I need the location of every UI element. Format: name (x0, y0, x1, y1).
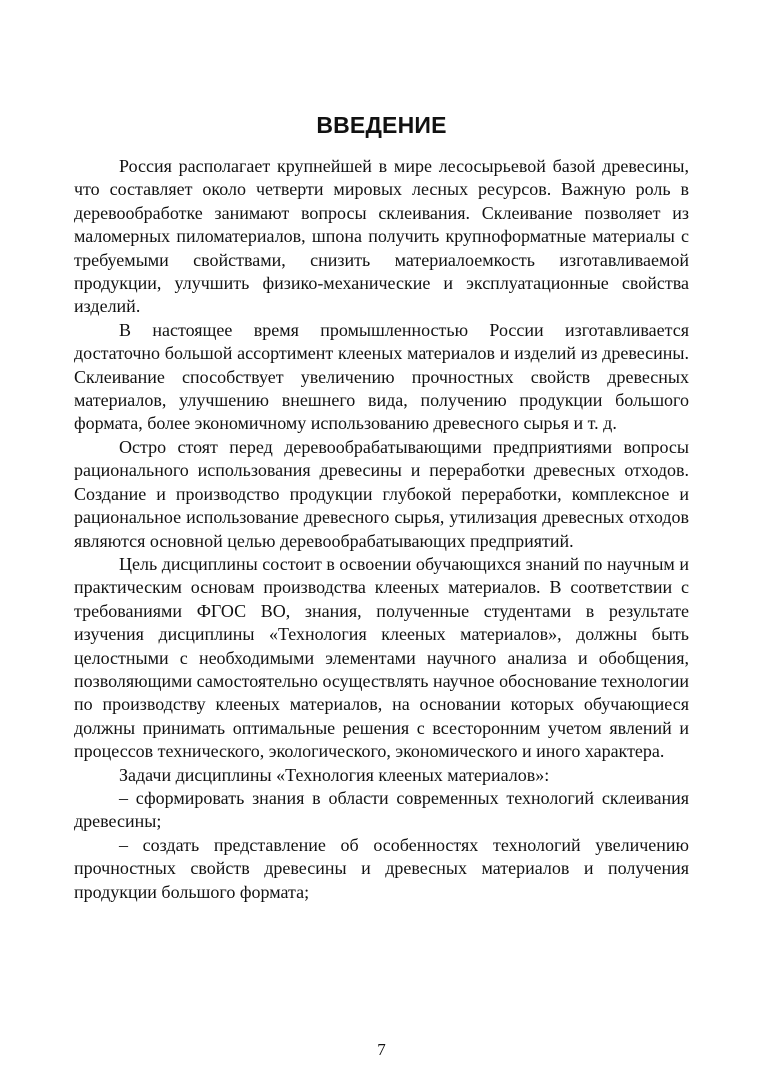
section-heading: ВВЕДЕНИЕ (316, 112, 447, 138)
paragraph-intro-russia: Россия располагает крупнейшей в мире лесосырьевой базой древесины, что составляет около четверти мировых лесных ресурсов. Важную роль в деревообработке занимают вопросы склеивания. Склеивание позволяет из маломерных пиломатериалов, шпона получить крупноформатные материалы с требуемыми свойствами, снизить материалоемкость изготавливаемой продукции, улучшить физико-механические и эксплуатационные свойства изделий. (74, 156, 689, 317)
body-text (74, 155, 689, 904)
paragraph-waste-processing: Остро стоят перед деревообрабатывающими предприятиями вопросы рационального использования древесины и переработки древесных отходов. Создание и производство продукции глубокой переработки, комплексное и рациональное использование древесного сырья, утилизация древесных отходов являются основной целью деревообрабатывающих предприятий. (74, 436, 689, 551)
list-item-task-2: – создать представление об особенностях технологий увеличению прочностных свойств древесины и древесных материалов и получения продукции большого формата; (74, 834, 689, 902)
paragraph-assortment: В настоящее время промышленностью России изготавливается достаточно большой ассортимент клееных материалов и изделий из древесины. Склеивание способствует увеличению прочностных свойств древесных материалов, улучшению внешнего вида, получению продукции большого формата, более экономичному использованию древесного сырья и т. д. (74, 319, 689, 434)
document-page (74, 0, 689, 1079)
list-item-task-1: – сформировать знания в области современных технологий склеивания древесины; (74, 787, 689, 832)
paragraph-discipline-goal: Цель дисциплины состоит в освоении обучающихся знаний по научным и практическим основам производства клееных материалов. В соответствии с требованиями ФГОС ВО, знания, полученные студентами в результате изучения дисциплины «Технология клееных материалов», должны быть целостными с необходимыми элементами научного анализа и обобщения, позволяющими самостоятельно осуществлять научное обоснование технологии по производству клееных материалов, на основании которых обучающиеся должны принимать оптимальные решения с всесторонним учетом явлений и процессов технического, экологического, экономического и иного характера. (74, 553, 689, 762)
paragraph-tasks-heading: Задачи дисциплины «Технология клееных материалов»: (119, 764, 550, 785)
page-number: 7 (377, 1040, 386, 1059)
